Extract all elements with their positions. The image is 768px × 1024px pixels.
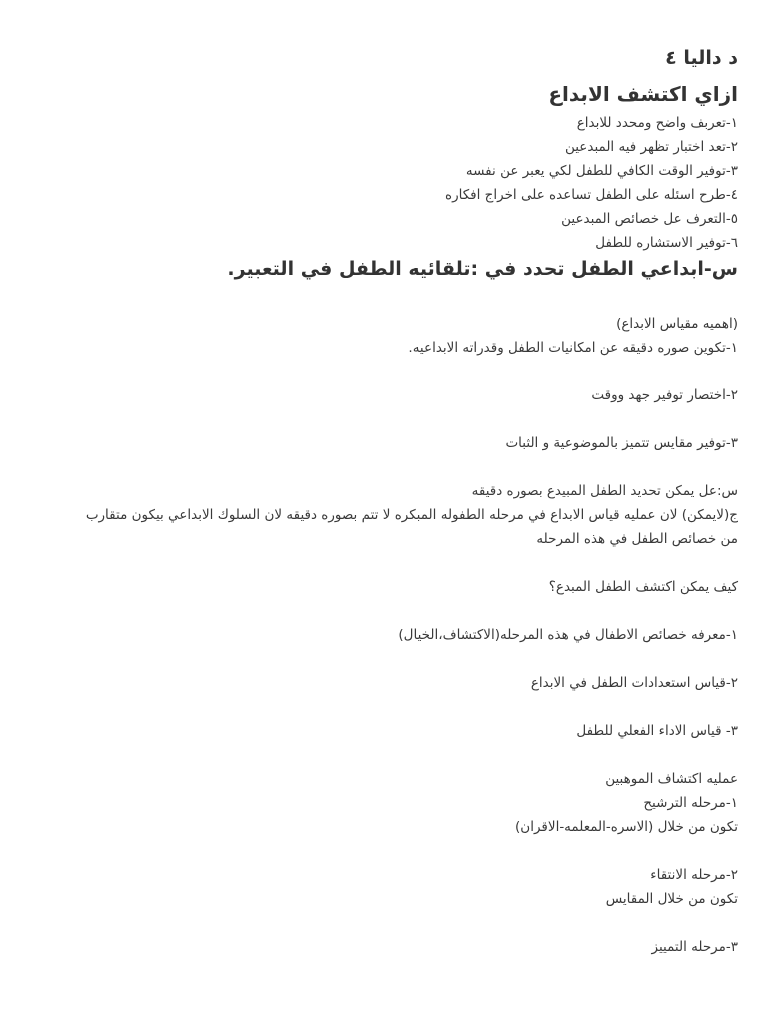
gifted-stage-2-detail: تكون من خلال المقايس <box>605 891 738 907</box>
page-title: ازاي اكتشف الابداع <box>548 82 738 106</box>
qa-answer-line-2: من خصائص الطفل في هذه المرحله <box>536 531 738 547</box>
step-item-1: ١-تعربف واضح ومحدد للابداع <box>576 115 738 131</box>
gifted-stage-2: ٢-مرحله الانتقاء <box>650 867 738 883</box>
step-item-5: ٥-التعرف عل خصائص المبدعين <box>561 211 738 227</box>
importance-heading: (اهميه مقياس الابداع) <box>616 316 738 332</box>
gifted-heading: عمليه اكتشاف الموهبين <box>605 771 738 787</box>
discover-item-1: ١-معرفه خصائص الاطفال في هذه المرحله(الاكتشاف،الخيال) <box>398 627 738 643</box>
gifted-stage-3: ٣-مرحله التمييز <box>651 939 738 955</box>
step-item-6: ٦-توفير الاستشاره للطفل <box>595 235 738 251</box>
importance-item-3: ٣-توفير مقايس تتميز بالموضوعية و الثبات <box>505 435 738 451</box>
step-item-3: ٣-توفير الوقت الكافي للطفل لكي يعبر عن نفسه <box>465 163 738 179</box>
gifted-stage-1: ١-مرحله الترشيح <box>643 795 738 811</box>
discover-item-3: ٣- قياس الاداء الفعلي للطفل <box>576 723 738 739</box>
step-item-2: ٢-تعد اختبار تظهر فيه المبدعين <box>564 139 738 155</box>
question-heading: س-ابداعي الطفل تحدد في :تلقائيه الطفل في التعبير. <box>227 258 738 280</box>
discover-heading: كيف يمكن اكتشف الطفل المبدع؟ <box>548 579 738 595</box>
qa-question: س:عل يمكن تحديد الطفل المبيدع بصوره دقيقه <box>471 483 738 499</box>
gifted-stage-1-detail: تكون من خلال (الاسره-المعلمه-الاقران) <box>515 819 738 835</box>
author-heading: د داليا ٤ <box>665 47 738 69</box>
importance-item-1: ١-تكوين صوره دقيقه عن امكانيات الطفل وقدراته الابداعيه. <box>408 340 738 356</box>
importance-item-2: ٢-اختصار توفير جهد ووقت <box>591 387 738 403</box>
step-item-4: ٤-طرح اسئله على الطفل تساعده على اخراج افكاره <box>445 187 738 203</box>
qa-answer-line-1: ج(لايمكن) لان عمليه قياس الابداع في مرحله الطفوله المبكره لا تتم بصوره دقيقه لان السلوك الابداعي بيكون متقارب <box>85 507 738 523</box>
discover-item-2: ٢-قياس استعدادات الطفل في الابداع <box>530 675 738 691</box>
